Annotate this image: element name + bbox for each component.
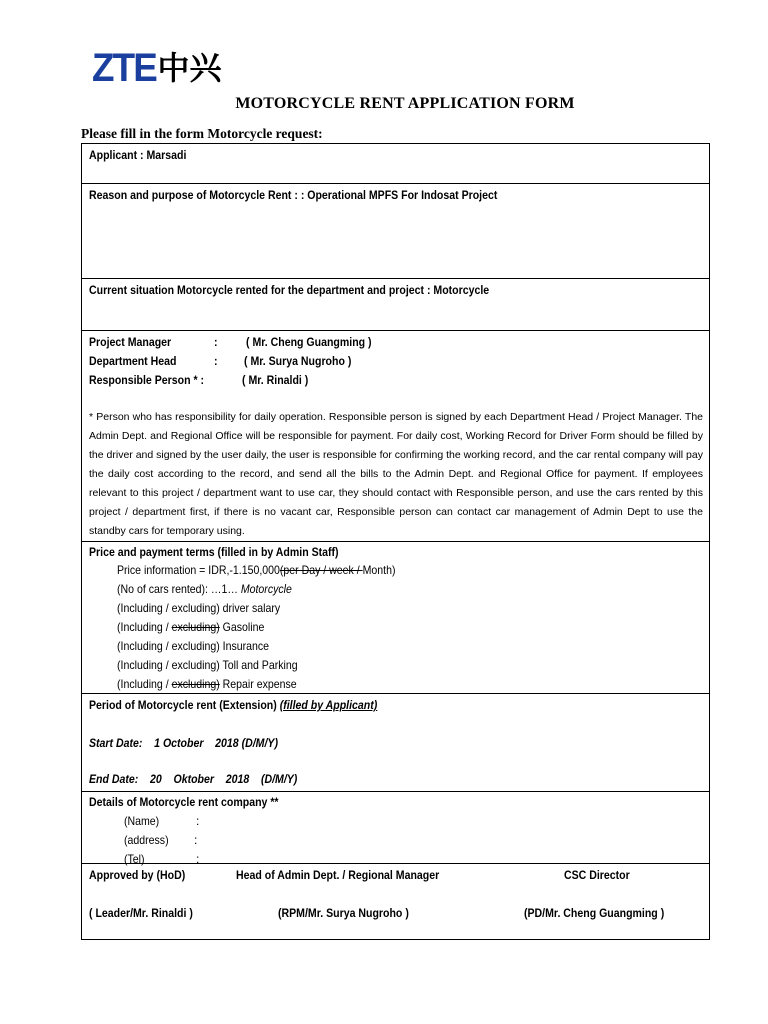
company-tel-colon: :	[196, 852, 200, 866]
company-tel-label: (Tel)	[124, 852, 145, 866]
driver-salary-term: (Including / excluding) driver salary	[117, 601, 281, 615]
department-head-colon: :	[214, 354, 218, 368]
project-manager-value: ( Mr. Cheng Guangming )	[246, 335, 372, 349]
responsibility-note: * Person who has responsibility for daily operation. Responsible person is signed by each Department Head / Project Manager. The Admin Dept. and Regional Office will be responsible for payment. For daily cost, Working Record for Driver Form should be filled by the driver and signed by the user daily, the user is responsible for confirming the working record, and the car rental company will pay the daily cost according to the record, and send all the bills to the Admin Dept. and Regional Office for payment. If employees relevant to this project / department want to use car, they should contact with Responsible person, and use the cars rented by this project / department first, if there is no vacant car, Responsible person can contact car management of Admin Dept to use the standby cars for temporary using.	[89, 411, 703, 537]
repair-expense-term: (Including / excluding) Repair expense	[117, 677, 297, 691]
application-form-table	[81, 143, 710, 940]
project-manager-colon: :	[214, 335, 218, 349]
responsible-person-value: ( Mr. Rinaldi )	[242, 373, 309, 387]
responsible-person-label: Responsible Person * :	[89, 373, 205, 387]
price-terms-header: Price and payment terms (filled in by Admin Staff)	[89, 545, 339, 559]
approval-section	[82, 864, 709, 939]
insurance-term: (Including / excluding) Insurance	[117, 639, 270, 653]
csc-director-title: CSC Director	[564, 868, 630, 882]
logo-cjk-text: 中兴	[157, 49, 222, 87]
applicant-field: Applicant : Marsadi	[89, 148, 187, 162]
reason-section	[82, 184, 709, 279]
rent-period-header: Period of Motorcycle rent (Extension) (filled by Applicant)	[89, 698, 378, 712]
company-address-colon: :	[194, 833, 198, 847]
price-information: Price information = IDR,-1.150,000(per Day / week / Month)	[117, 563, 396, 577]
company-name-colon: :	[196, 814, 200, 828]
form-instruction: Please fill in the form Motorcycle request:	[81, 126, 323, 141]
rent-company-section	[82, 792, 709, 864]
rent-company-header: Details of Motorcycle rent company **	[89, 795, 279, 809]
rent-period-section	[82, 694, 709, 792]
hod-approver-name: ( Leader/Mr. Rinaldi )	[89, 906, 193, 920]
department-head-value: ( Mr. Surya Nugroho )	[244, 354, 352, 368]
applicant-section	[82, 144, 709, 184]
situation-field: Current situation Motorcycle rented for the department and project : Motorcycle	[89, 283, 490, 297]
hod-approval-title: Approved by (HoD)	[89, 868, 186, 882]
logo-latin-text: ZTE	[92, 46, 156, 90]
company-name-label: (Name)	[124, 814, 160, 828]
cars-rented: (No of cars rented): …1… Motorcycle	[117, 582, 292, 596]
department-head-label: Department Head	[89, 354, 177, 368]
admin-approval-title: Head of Admin Dept. / Regional Manager	[236, 868, 440, 882]
gasoline-term: (Including / excluding) Gasoline	[117, 620, 265, 634]
admin-approver-name: (RPM/Mr. Surya Nugroho )	[278, 906, 409, 920]
zte-logo	[92, 48, 222, 88]
end-date: End Date: 20 Oktober 2018 (D/M/Y)	[89, 772, 298, 786]
reason-field: Reason and purpose of Motorcycle Rent : : Operational MPFS For Indosat Project	[89, 188, 498, 202]
situation-section	[82, 279, 709, 331]
start-date: Start Date: 1 October 2018 (D/M/Y)	[89, 736, 278, 750]
form-title: MOTORCYCLE RENT APPLICATION FORM	[235, 95, 575, 112]
project-manager-label: Project Manager	[89, 335, 172, 349]
company-address-label: (address)	[124, 833, 169, 847]
responsible-persons-section	[82, 331, 709, 542]
toll-parking-term: (Including / excluding) Toll and Parking	[117, 658, 298, 672]
csc-approver-name: (PD/Mr. Cheng Guangming )	[524, 906, 665, 920]
price-terms-section	[82, 542, 709, 694]
